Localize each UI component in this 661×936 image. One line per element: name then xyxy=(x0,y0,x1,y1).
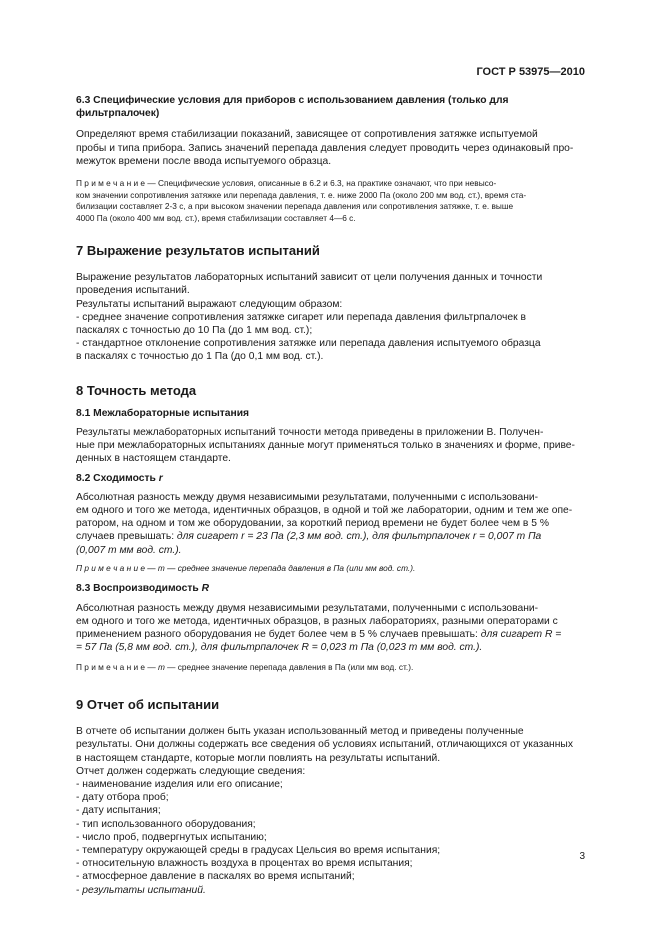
subsection-title: 8.2 Сходимость r xyxy=(76,472,163,484)
subsection-title: 6.3 Специфические условия для приборов с использованием давления (только для фильтрпалочек) xyxy=(76,95,509,120)
paragraph: Выражение результатов лабораторных испытаний зависит от цели получения данных и точности проведения испытаний. xyxy=(76,272,543,297)
paragraph: Результаты испытаний выражают следующим образом: xyxy=(76,298,343,310)
document-id: ГОСТ Р 53975—2010 xyxy=(476,66,585,78)
list-item: - тип использованного оборудования; xyxy=(76,818,256,830)
paragraph: Абсолютная разность между двумя независимыми результатами, полученными с использовани- ем одного и того же метода, идентичных образцов, в разных лабораториях, разными операторами с применением разного оборудования не будет более чем в 5 % случаев превышать: для сигарет R = = 57 Па (5,8 мм вод. ст.), для фильтрпалочек R = 0,023 m Па (0,023 m мм вод. ст.). xyxy=(76,602,562,654)
paragraph: Определяют время стабилизации показаний, зависящее от сопротивления затяжке испытуемой пробы и типа прибора. Запись значений перепада давления следует проводить через одинаковый про- межуток времени после ввода испытуемого образца. xyxy=(76,129,574,167)
list-item: - дату испытания; xyxy=(76,805,161,817)
list-item: - температуру окружающей среды в градусах Цельсия во время испытания; xyxy=(76,844,441,856)
paragraph: В отчете об испытании должен быть указан использованный метод и приведены полученные результаты. Они должны содержать все сведения об условиях испытаний, отличающихся от указанных в настоящем стандарте, которые могли повлиять на результаты испытаний. xyxy=(76,726,573,764)
section-7 xyxy=(76,244,586,364)
list-item: - атмосферное давление в паскалях во время испытаний; xyxy=(76,871,355,883)
note: П р и м е ч а н и е — m — среднее значение перепада давления в Па (или мм вод. ст.). xyxy=(76,662,414,673)
list-item: - среднее значение сопротивления затяжке сигарет или перепада давления фильтрпалочек в паскалях с точностью до 10 Па (до 1 мм вод. ст.); xyxy=(76,311,526,337)
paragraph: Отчет должен содержать следующие сведения: xyxy=(76,765,306,777)
note: П р и м е ч а н и е — Специфические условия, описанные в 6.2 и 6.3, на практике означают, что при невысо- ком значении сопротивления затяжке или перепада давления, т. е. ниже 2000 Па (около 200 мм вод. ст.), время ста- билизации составляет 2-3 с, а при высоком значении перепада давления или сопротивления затяжке, т. е. выше 4000 Па (около 400 мм вод. ст.), время стабилизации составляет 4—6 с. xyxy=(76,178,527,223)
list-item: - стандартное отклонение сопротивления затяжке или перепада давления испытуемого образца в паскалях с точностью до 1 Па (до 0,1 мм вод. ст.). xyxy=(76,338,541,363)
section-8 xyxy=(76,384,586,674)
subsection-title: 8.3 Воспроизводимость R xyxy=(76,583,209,595)
list-item: - наименование изделия или его описание; xyxy=(76,778,283,790)
paragraph: Абсолютная разность между двумя независимыми результатами, полученными с использовани- ем одного и того же метода, идентичных образцов, в одной и той же лаборатории, одним и тем же опе- ратором, на одном и том же оборудовании, за короткий период времени не будет более чем в 5 % случаев превышать: для сигарет r = 23 Па (2,3 мм вод. ст.), для фильтрпалочек r = 0,007 m Па (0,007 m мм вод. ст.). xyxy=(76,491,573,556)
list-item: - результаты испытаний. xyxy=(76,884,206,896)
section-6-3 xyxy=(76,94,586,224)
list-item: - дату отбора проб; xyxy=(76,792,169,804)
page-content xyxy=(76,94,586,897)
report-items-list xyxy=(76,778,586,897)
section-heading: 9 Отчет об испытании xyxy=(76,696,220,712)
section-heading: 8 Точность метода xyxy=(76,382,197,398)
list-item: - число проб, подвергнутых испытанию; xyxy=(76,831,267,843)
paragraph: Результаты межлабораторных испытаний точности метода приведены в приложении В. Получен- ные при межлабораторных испытаниях данные могут применяться только в значениях и форме, приве- денных в настоящем стандарте. xyxy=(76,427,575,465)
note: П р и м е ч а н и е — m — среднее значение перепада давления в Па (или мм вод. ст.). xyxy=(76,562,416,573)
page-number: 3 xyxy=(579,851,585,862)
list-item: - относительную влажность воздуха в процентах во время испытания; xyxy=(76,858,413,870)
section-heading: 7 Выражение результатов испытаний xyxy=(76,243,320,259)
subsection-title: 8.1 Межлабораторные испытания xyxy=(76,407,250,419)
section-9 xyxy=(76,698,586,897)
